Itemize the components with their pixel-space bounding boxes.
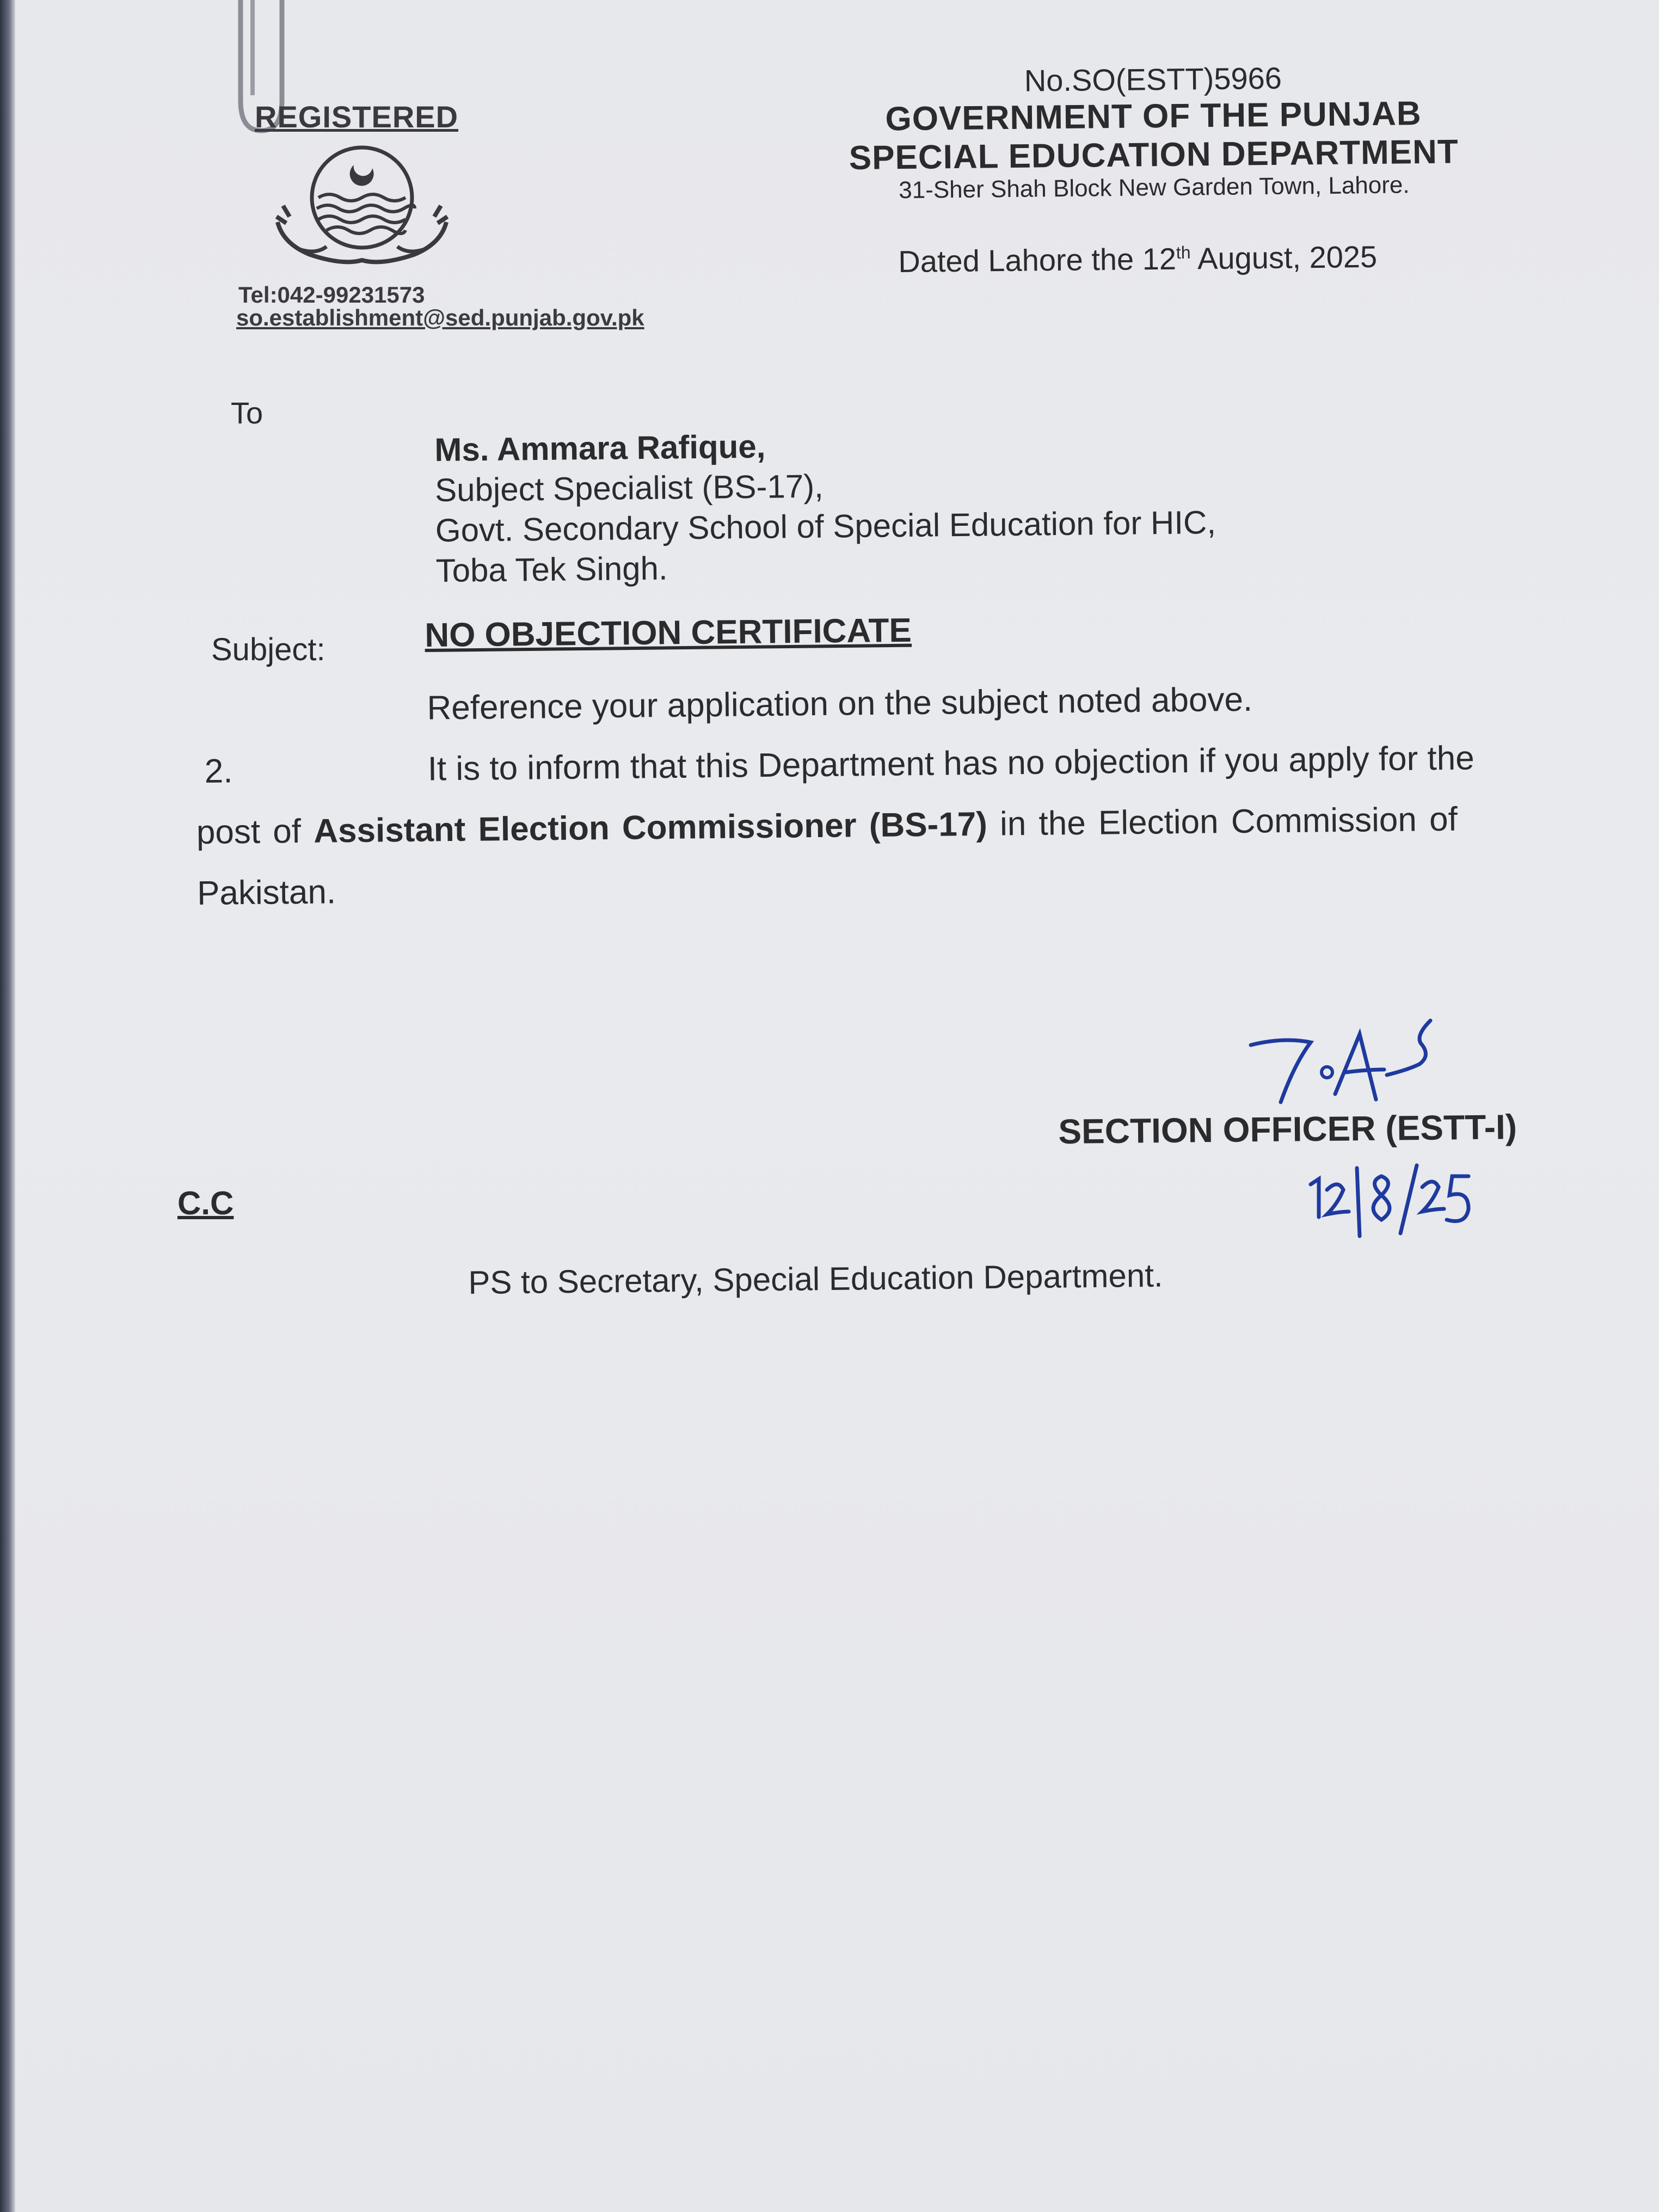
reference-number: No.SO(ESTT)5966 [1024,60,1282,98]
to-label: To [231,396,263,430]
cc-recipient: PS to Secretary, Special Education Department. [468,1257,1163,1301]
department-address: 31-Sher Shah Block New Garden Town, Lahore. [898,171,1410,204]
recipient-name: Ms. Ammara Rafique, [434,428,766,468]
recipient-address [434,422,1216,591]
signing-officer: SECTION OFFICER (ESTT-I) [1058,1107,1517,1151]
page-edge-shadow [0,0,15,2212]
date-prefix: Dated Lahore the 12 [898,241,1177,279]
handwritten-date-icon [1305,1163,1485,1239]
date-suffix: August, 2025 [1190,239,1378,276]
government-emblem-icon [267,140,457,271]
recipient-school: Govt. Secondary School of Special Education for HIC, [435,503,1216,549]
letter-body [195,666,1624,924]
date-superscript: th [1176,242,1191,262]
government-title: GOVERNMENT OF THE PUNJAB [885,95,1422,138]
paragraph-number: 2. [204,752,233,790]
paragraph-2-line-3: Pakistan. [196,873,336,912]
subject-label: Subject: [211,632,325,667]
post-suffix: in the Election Commission of [987,800,1458,843]
registered-label: REGISTERED [255,100,459,134]
post-title: Assistant Election Commissioner (BS-17) [313,805,988,850]
email-link[interactable]: so.establishment@sed.punjab.gov.pk [236,305,644,330]
subject-heading: NO OBJECTION CERTIFICATE [425,611,912,654]
telephone-number: Tel:042-99231573 [238,282,425,308]
letter-page [15,0,1659,2212]
department-title: SPECIAL EDUCATION DEPARTMENT [849,133,1459,177]
post-prefix: post of [196,812,314,851]
letterhead-block [799,58,1508,205]
paragraph-2-text: It is to inform that this Department has no objection if you apply for the [427,739,1474,788]
reference-paragraph: Reference your application on the subject noted above. [427,680,1253,727]
cc-label: C.C [177,1185,234,1221]
recipient-designation: Subject Specialist (BS-17), [434,468,824,508]
letter-date [898,239,1377,279]
recipient-city: Toba Tek Singh. [435,550,668,589]
handwritten-signature-icon [1240,1012,1468,1116]
